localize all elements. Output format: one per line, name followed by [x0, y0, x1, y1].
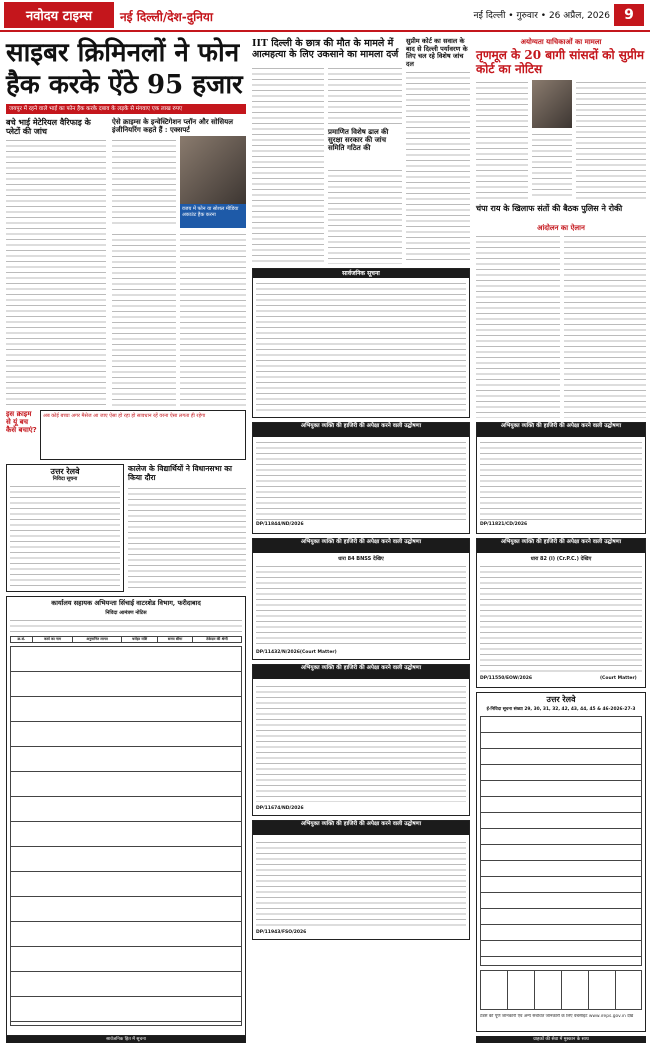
railway-table — [480, 716, 642, 966]
dp-1: DP/11844/ND/2026 — [256, 522, 304, 527]
dp-2: DP/11821/CD/2026 — [480, 522, 528, 527]
right-lead-body-1 — [476, 80, 528, 200]
lead-headline-2: हैक करके ऐंठे 95 हजार — [6, 70, 243, 100]
col-cost: अनुमानित लागत — [73, 637, 122, 643]
masthead-logo: नवोदय टाइम्स — [4, 2, 114, 28]
summons-body-4 — [480, 564, 642, 674]
summons-title-2: अभियुक्त व्यक्ति की हाजिरी की अपेक्षा करने वाली उद्घोषणा — [477, 423, 645, 437]
lead-body-col-1 — [6, 138, 106, 406]
railway-summary-table — [480, 970, 642, 1010]
summons-title-3: अभियुक्त व्यक्ति की हाजिरी की अपेक्षा करने वाली उद्घोषणा — [253, 539, 469, 553]
summons-body-1 — [256, 440, 466, 520]
court-matter-label: (Court Matter) — [600, 676, 637, 681]
iit-body-col-3 — [328, 168, 402, 264]
champa-body-2 — [564, 234, 646, 418]
board-table-rows — [10, 646, 242, 1026]
section-title: नई दिल्ली/देश-दुनिया — [120, 10, 213, 24]
right-lead-body-2 — [576, 80, 646, 200]
summons-title-5: अभियुक्त व्यक्ति की हाजिरी की अपेक्षा करने वाली उद्घोषणा — [253, 665, 469, 679]
college-body — [128, 486, 246, 592]
summons-title-6: अभियुक्त व्यक्ति की हाजिरी की अपेक्षा करने वाली उद्घोषणा — [253, 821, 469, 835]
lead-headline-1: साइबर क्रिमिनलों ने फोन — [6, 38, 240, 68]
lead-body-col-3 — [112, 232, 176, 406]
page-number: 9 — [614, 4, 644, 26]
iit-sub: प्रमाणित विशेष ढाल की सुरक्षा सरकार की जांच समिति गठित की — [328, 127, 389, 152]
issue-date: नई दिल्ली • गुरुवार • 26 अप्रैल, 2026 — [473, 11, 610, 21]
lead-body-col-4 — [180, 232, 246, 406]
summons-body-3 — [256, 564, 466, 646]
sc-headline: सुप्रीम कोर्ट का सवाल के बाद से दिल्ली पर्यावरण के लिए चल रहे विशेष जांच दल — [406, 37, 468, 68]
lead-strap: जयपुर में रहने वाले भाई का फोन हैक करके दबाव के लड़के से मंगवाए एक लाख रुपए — [6, 104, 246, 114]
lead-body-col-2 — [112, 138, 176, 228]
champa-headline: चंपा राय के खिलाफ संतों की बैठक पुलिस ने रोकी — [476, 203, 623, 213]
board-table — [10, 636, 242, 643]
public-notice-body — [256, 281, 466, 415]
board-table-title: निविदा आमंत्रण नोटिस — [105, 610, 147, 616]
tender-title: उत्तर रेलवे — [50, 466, 80, 476]
col-sno: क्र.सं. — [11, 637, 33, 643]
col-work: कार्य का नाम — [32, 637, 72, 643]
champa-sub: आंदोलन का ऐलान — [537, 224, 585, 232]
tender-body — [10, 484, 120, 588]
lead-photo-caption: वजय में फोन या सोशल मीडिया अकाउंट हैक करना — [180, 204, 246, 228]
college-headline: कालेज के विद्यार्थियों ने विधानसभा का किया दौरा — [128, 464, 232, 482]
footer-right: ग्राहकों की सेवा में मुस्कान के साथ — [476, 1036, 646, 1043]
lead-sub-2: ऐसे क्राइम्स के इन्वेस्टिगेशन प्लॉन और सोसियल इंजीनियरिंग कहते हैं : एक्सपर्ट — [112, 117, 233, 134]
champa-body-1 — [476, 234, 560, 418]
railway-subtitle: ई-निविदा सूचना संख्या 29, 30, 31, 32, 42, 43, 44, 45 & 46-2026-27-3 — [486, 707, 636, 712]
railway-title: उत्तर रेलवे — [546, 694, 576, 704]
lead-photo — [180, 136, 246, 204]
tender-sub: निविदा सूचना — [52, 476, 78, 482]
summons-title-1: अभियुक्त व्यक्ति की हाजिरी की अपेक्षा करने वाली उद्घोषणा — [253, 423, 469, 437]
summons-body-2 — [480, 440, 642, 520]
header-rule — [0, 30, 650, 32]
board-title: कार्यालय सहायक अभियन्ता सिंचाई वाटरशेड विभाग, फरीदाबाद — [51, 599, 201, 607]
section-84: धारा 84 BNSS देखिए — [338, 556, 384, 562]
footer-left: सार्वजनिक हित में सूचना — [6, 1036, 246, 1043]
summons-body-6 — [256, 840, 466, 926]
railway-note: टेंडर्स की पूर्ण जानकारी एवं अन्य संबंधित जानकारी के लिए वेबसाइट www.ireps.gov.in देखें — [480, 1014, 634, 1019]
lead-box-text: अब कोई बच्चा अगर मैसेज आ जाए ऐसा हो रहा हो सावधान रहें वरना ऐसा लगता ही रहेगा — [40, 410, 246, 460]
col-emd: धरोहर राशि — [122, 637, 158, 643]
iit-body-col-1 — [252, 66, 324, 264]
col-time: समय सीमा — [158, 637, 193, 643]
sc-body — [406, 70, 470, 264]
board-intro — [10, 618, 242, 632]
col-class: ठेकेदार की श्रेणी — [192, 637, 241, 643]
lead-box-question: इस क्राइम से यूं बच कैसे बचाएं? — [6, 410, 37, 434]
dp-4: DP/11432/N/2026(Court Matter) — [256, 650, 337, 655]
section-82: धारा 82 (i) (Cr.P.C.) देखिए — [530, 556, 592, 562]
summons-title-4: अभियुक्त व्यक्ति की हाजिरी की अपेक्षा करने वाली उद्घोषणा — [477, 539, 645, 553]
dp-6: DP/11943/FSO/2026 — [256, 930, 307, 935]
board-table-header — [11, 637, 242, 643]
iit-body-col-2 — [328, 66, 402, 126]
right-lead-headline: तृणमूल के 20 बागी सांसदों को सुप्रीम कोर्ट का नोटिस — [476, 48, 644, 76]
right-lead-body-3 — [532, 132, 572, 200]
iit-headline: IIT दिल्ली के छात्र की मौत के मामले में आत्महत्या के लिए उकसाने का मामला दर्ज — [252, 38, 399, 60]
right-lead-photo — [532, 80, 572, 128]
right-lead-kicker: अयोग्यता याचिकाओं का मामला — [520, 38, 602, 46]
lead-sub-1: बचे भाई मेटेरियल वैरिफाइ के प्लेटों की जांच — [6, 117, 91, 136]
dp-5: DP/11674/ND/2026 — [256, 806, 304, 811]
dp-3: DP/11550/EOW/2026 — [480, 676, 533, 681]
summons-body-5 — [256, 684, 466, 802]
public-notice-title: सार्वजनिक सूचना — [253, 269, 469, 278]
